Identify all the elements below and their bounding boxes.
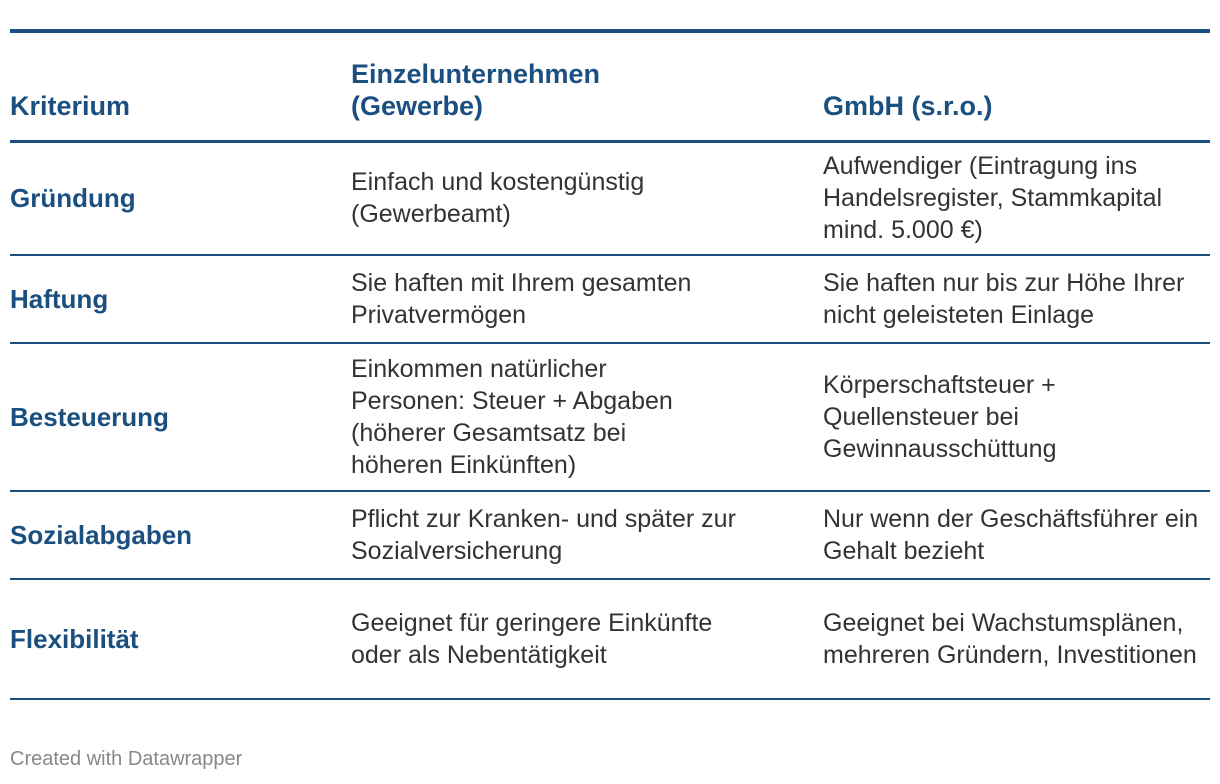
cell-einzelunternehmen: Pflicht zur Kranken- und später zur Sozialversicherung — [351, 491, 823, 579]
row-criterion: Sozialabgaben — [10, 491, 351, 579]
row-criterion: Gründung — [10, 142, 351, 256]
cell-gmbh: Körperschaftsteuer + Quellensteuer bei Gewinnausschüttung — [823, 343, 1210, 491]
row-criterion: Haftung — [10, 255, 351, 343]
cell-einzelunternehmen: Sie haften mit Ihrem gesamten Privatvermögen — [351, 255, 823, 343]
comparison-table-container — [10, 29, 1210, 700]
column-header-gmbh: GmbH (s.r.o.) — [823, 31, 1210, 142]
cell-gmbh: Sie haften nur bis zur Höhe Ihrer nicht geleisteten Einlage — [823, 255, 1210, 343]
table-row — [10, 491, 1210, 579]
row-criterion: Flexibilität — [10, 579, 351, 699]
datawrapper-credit: Created with Datawrapper — [10, 748, 243, 770]
column-header-kriterium: Kriterium — [10, 31, 351, 142]
table-row — [10, 255, 1210, 343]
table-row — [10, 343, 1210, 491]
table-header-row — [10, 31, 1210, 142]
cell-gmbh: Geeignet bei Wachstumsplänen, mehreren Gründern, Investitionen — [823, 579, 1210, 699]
cell-einzelunternehmen: Geeignet für geringere Einkünfte oder als Nebentätigkeit — [351, 579, 823, 699]
cell-gmbh: Nur wenn der Geschäftsführer ein Gehalt bezieht — [823, 491, 1210, 579]
cell-einzelunternehmen: Einfach und kostengünstig (Gewerbeamt) — [351, 142, 823, 256]
cell-einzelunternehmen: Einkommen natürlicher Personen: Steuer + Abgaben (höherer Gesamtsatz bei höheren Einkünften) — [351, 343, 823, 491]
column-header-einzelunternehmen: Einzelunternehmen (Gewerbe) — [351, 31, 823, 142]
cell-gmbh: Aufwendiger (Eintragung ins Handelsregister, Stammkapital mind. 5.000 €) — [823, 142, 1210, 256]
comparison-table — [10, 29, 1210, 700]
table-row — [10, 142, 1210, 256]
row-criterion: Besteuerung — [10, 343, 351, 491]
table-row — [10, 579, 1210, 699]
